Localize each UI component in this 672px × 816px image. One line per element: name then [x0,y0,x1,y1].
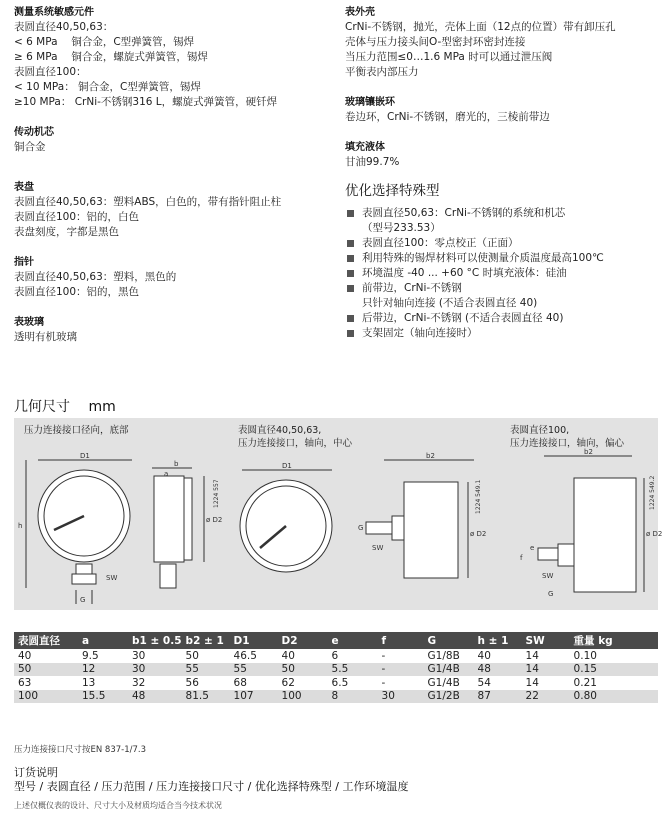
table-cell: 48 [128,690,182,704]
bullet-icon [347,240,354,247]
col-header: a [78,632,128,649]
col-header: f [378,632,424,649]
dim-label-f: f [520,554,523,562]
col-header: 重量 kg [570,632,658,649]
table-cell: 22 [522,690,570,704]
list-item [345,326,665,341]
dim-label-d2: ø D2 [470,530,487,538]
list-item [345,311,665,326]
dim-label-g: G [80,596,86,604]
table-cell: 54 [477,676,491,689]
list-item-subtext: （型号233.53） [362,222,441,234]
table-cell: 30 [378,690,424,704]
table-row [14,649,658,663]
dim-label-sw: SW [372,544,384,552]
window-heading: 表玻璃 [14,317,44,328]
table-cell: 0.21 [573,676,597,689]
materials-left-column [14,6,330,345]
dim-label-b2: b2 [426,452,435,460]
dim-label-e: e [530,544,535,552]
table-cell: 40 [477,649,491,662]
table-cell: - [378,663,424,677]
text-line: 表圆直径100： [14,66,87,78]
dim-label-b: b [174,460,179,468]
dimensions-table [14,632,658,703]
text-line: 当压力范围≤0…1.6 MPa 时可以通过泄压阀 [345,51,553,63]
dimensions-heading: 几何尺寸 mm [14,399,116,415]
list-item [345,281,665,296]
text-line: 表盘刻度，字都是黑色 [14,226,119,238]
drawing-code-3: 1224 549.2 [649,475,656,510]
disclaimer-footer: 上述仅概仪表的设计、尺寸大小及材质均适合当今技术状况 [14,801,222,810]
fill-liquid-heading: 填充液体 [345,142,385,153]
list-item-text: 支架固定（轴向连接时） [362,327,478,339]
table-cell: 100 [278,690,328,704]
drawing-code-2: 1224 549.1 [475,479,482,514]
text-line: 表圆直径40,50,63：塑料，黑色的 [14,271,177,283]
fill-liquid-text: 甘油99.7% [345,156,400,168]
table-cell: 0.80 [570,690,658,704]
materials-right-column [345,6,665,341]
table-cell: 55 [230,663,278,677]
table-cell: 46.5 [233,649,257,662]
drawing-caption-axial-offset: 表圆直径100, 压力连接接口，轴向，偏心 [510,425,625,449]
col-header: h ± 1 [474,632,522,649]
text-line: ≥ 6 MPa 铜合金，螺旋式弹簧管，锡焊 [14,51,208,63]
bullet-icon [347,315,354,322]
list-item-text: 前带边，CrNi-不锈钢 [362,282,462,294]
col-header: G [424,632,474,649]
list-item [345,206,665,221]
table-cell: 14 [525,676,539,689]
case-heading: 表外壳 [345,7,375,18]
dim-label-sw: SW [542,572,554,580]
bullet-icon [347,255,354,262]
col-header: b2 ± 1 [182,632,230,649]
text-line: < 6 MPa 铜合金，C型弹簧管，锡焊 [14,36,195,48]
col-header: D2 [278,632,328,649]
table-cell: 8 [328,690,378,704]
drawing-code-1: 1224 557 [213,479,220,508]
footnote: 压力连接接口尺寸按EN 837-1/7.3 [14,745,147,755]
table-cell: 32 [132,676,146,689]
gauge-dimension-drawings [14,418,663,610]
bezel-ring-heading: 玻璃镶嵌环 [345,97,395,108]
dim-label-b2: b2 [584,448,593,456]
table-cell: 0.15 [570,663,658,677]
col-header: b1 ± 0.5 [128,632,182,649]
window-text: 透明有机玻璃 [14,331,77,343]
gauge-front-view-radial [26,460,132,604]
table-cell: 14 [525,649,539,662]
table-cell: 56 [185,676,199,689]
table-cell: - [381,676,386,689]
table-cell: 50 [185,649,199,662]
bezel-ring-text: 卷边环，CrNi-不锈钢，磨光的，三棱前带边 [345,111,550,123]
gauge-side-view-radial [152,468,204,588]
options-heading: 优化选择特殊型 [345,183,440,199]
col-header: e [328,632,378,649]
bullet-icon [347,330,354,337]
text-line: 表圆直径40,50,63：塑料ABS，白色的，带有指针阻止柱 [14,196,282,208]
table-cell: 6.5 [331,676,349,689]
text-line: 壳体与压力接头间O-型密封环密封连接 [345,36,526,48]
table-row [14,663,658,677]
table-cell: 50 [14,663,78,677]
sensing-element-text [14,20,330,110]
table-cell: 5.5 [328,663,378,677]
table-cell: G1/4B [427,676,460,689]
table-cell: 15.5 [78,690,128,704]
table-cell: 50 [278,663,328,677]
list-item [345,251,665,266]
table-cell: 68 [233,676,247,689]
order-info-text: 型号 / 表圆直径 / 压力范围 / 压力连接接口尺寸 / 优化选择特殊型 / 工作环境温度 [14,780,409,793]
dim-label-sw: SW [106,574,118,582]
col-header: SW [522,632,570,649]
text-line: 表圆直径40,50,63： [14,21,114,33]
col-header: 表圆直径 [14,632,78,649]
table-cell: 6 [331,649,339,662]
table-cell: 40 [18,649,32,662]
dim-label-a: a [164,470,169,478]
dim-label-g: G [548,590,554,598]
text-line: 平衡表内部压力 [345,66,419,78]
dial-heading: 表盘 [14,182,34,193]
movement-heading: 传动机芯 [14,127,54,138]
list-item-text: 表圆直径50,63：CrNi-不锈钢的系统和机芯 [362,207,566,219]
list-item-text: 利用特殊的锡焊材料可以使测量介质温度最高100℃ [362,252,604,264]
table-cell: 48 [474,663,522,677]
table-cell: 107 [230,690,278,704]
table-cell: 12 [78,663,128,677]
table-cell: 63 [18,676,32,689]
table-cell: 100 [14,690,78,704]
dim-label-d2: ø D2 [646,530,663,538]
table-cell: 0.10 [573,649,597,662]
bullet-icon [347,285,354,292]
table-cell: 87 [474,690,522,704]
table-cell: 40 [281,649,295,662]
table-cell: G1/4B [424,663,474,677]
movement-text: 铜合金 [14,141,46,153]
list-item [345,266,665,281]
table-cell: G1/2B [424,690,474,704]
dimension-drawings-panel [14,418,663,610]
table-row [14,690,658,704]
bullet-icon [347,270,354,277]
drawing-caption-radial: 压力连接接口径向，底部 [24,425,129,436]
table-cell: 30 [132,649,146,662]
table-cell: - [381,649,386,662]
table-cell: 30 [128,663,182,677]
table-cell: 9.5 [82,649,99,662]
text-line: CrNi-不锈钢，抛光，壳体上面（12点的位置）带有卸压孔 [345,21,616,33]
gauge-front-view-axial-center [240,470,332,572]
gauge-side-view-axial-center [366,460,474,578]
table-row [14,676,658,690]
list-item-text: 环境温度 -40 ... +60 °C 时填充液体：硅油 [362,267,567,279]
text-line: ≥10 MPa： CrNi-不锈钢316 L，螺旋式弹簧管，硬钎焊 [14,96,278,108]
bullet-icon [347,210,354,217]
dim-label-d2: ø D2 [206,516,223,524]
dim-label-d1: D1 [282,462,292,470]
options-list [345,206,665,341]
text-line: < 10 MPa： 铜合金，C型弹簧管，锡焊 [14,81,201,93]
sensing-element-heading: 测量系统敏感元件 [14,7,94,18]
table-header-row [14,632,658,649]
text-line: 表圆直径100：铝的，黑色 [14,286,140,298]
list-item-subtext: 只针对轴向连接 (不适合表圆直径 40) [362,297,538,309]
drawing-caption-axial-center: 表圆直径40,50,63, 压力连接接口，轴向，中心 [238,425,353,449]
list-item-text: 表圆直径100：零点校正（正面） [362,237,519,249]
order-info-heading: 订货说明 [14,766,58,779]
dim-label-d1: D1 [80,452,90,460]
pointer-heading: 指针 [14,257,34,268]
table-cell: 14 [522,663,570,677]
table-cell: G1/8B [427,649,460,662]
list-item [345,236,665,251]
table-cell: 62 [281,676,295,689]
gauge-side-view-axial-offset [538,456,644,592]
col-header: D1 [230,632,278,649]
table-cell: 13 [82,676,96,689]
text-line: 表圆直径100：铝的，白色 [14,211,140,223]
table-cell: 81.5 [182,690,230,704]
dim-label-h: h [18,522,23,530]
table-cell: 55 [182,663,230,677]
list-item-text: 后带边，CrNi-不锈钢 (不适合表圆直径 40) [362,312,564,324]
dim-label-g: G [358,524,364,532]
